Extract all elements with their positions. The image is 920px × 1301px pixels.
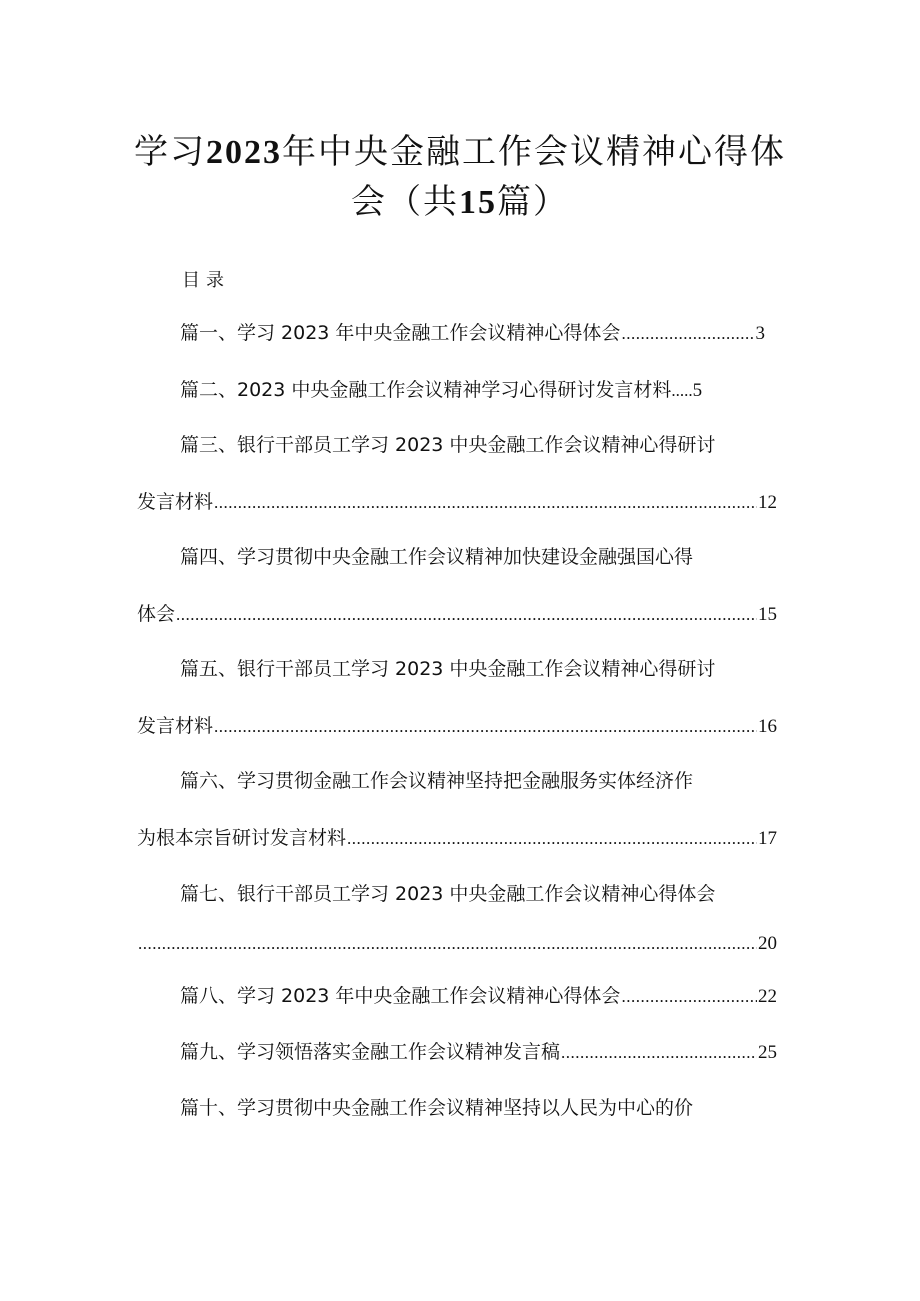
document-title-line-2 bbox=[0, 178, 920, 227]
toc-entry-title: 篇四、学习贯彻中央金融工作会议精神加快建设金融强国心得 bbox=[180, 546, 694, 568]
toc-leader-dots: ..... bbox=[671, 381, 693, 400]
toc-entry-title: 篇三、银行干部员工学习 2023 中央金融工作会议精神心得研讨 bbox=[180, 434, 716, 456]
toc-leader-dots bbox=[561, 1038, 757, 1068]
toc-entry-1[interactable] bbox=[180, 318, 765, 348]
toc-page-number: 15 bbox=[758, 604, 777, 625]
title-text: 会（共 bbox=[351, 182, 459, 222]
toc-page-number: 5 bbox=[692, 380, 703, 401]
toc-leader-dots bbox=[176, 600, 757, 630]
toc-leader-dots bbox=[621, 982, 757, 1012]
toc-leader-dots bbox=[214, 712, 757, 742]
toc-leader-dots bbox=[214, 488, 757, 518]
toc-entry-title: 篇六、学习贯彻金融工作会议精神坚持把金融服务实体经济作 bbox=[180, 770, 694, 792]
title-count: 15 bbox=[459, 184, 497, 221]
toc-entry-title: 篇二、2023 中央金融工作会议精神学习心得研讨发言材料 bbox=[180, 379, 672, 401]
title-text: 篇） bbox=[497, 182, 569, 222]
toc-page-number: 17 bbox=[758, 828, 777, 849]
toc-entry-5-continuation[interactable] bbox=[137, 711, 777, 741]
toc-entry-7-continuation[interactable] bbox=[137, 929, 777, 959]
toc-entry-3[interactable] bbox=[180, 430, 715, 460]
toc-page-number: 16 bbox=[758, 716, 777, 737]
title-year: 2023 bbox=[206, 134, 282, 171]
toc-entry-4-continuation[interactable] bbox=[137, 599, 777, 629]
toc-entry-title-continued: 发言材料 bbox=[137, 715, 214, 737]
toc-entry-6-continuation[interactable] bbox=[137, 823, 777, 853]
toc-entry-2[interactable] bbox=[180, 375, 702, 405]
toc-entry-title: 篇十、学习贯彻中央金融工作会议精神坚持以人民为中心的价 bbox=[180, 1097, 694, 1119]
toc-page-number: 25 bbox=[758, 1042, 777, 1063]
toc-leader-dots bbox=[138, 929, 757, 959]
toc-leader-dots bbox=[347, 824, 757, 854]
toc-entry-title: 篇九、学习领悟落实金融工作会议精神发言稿 bbox=[180, 1041, 561, 1063]
toc-entry-title-continued: 发言材料 bbox=[137, 491, 214, 513]
toc-entry-title-continued: 为根本宗旨研讨发言材料 bbox=[137, 827, 347, 849]
toc-entry-10[interactable] bbox=[180, 1093, 693, 1123]
toc-entry-8[interactable] bbox=[180, 981, 777, 1011]
toc-entry-title: 篇七、银行干部员工学习 2023 中央金融工作会议精神心得体会 bbox=[180, 883, 716, 905]
toc-entry-title-continued: 体会 bbox=[137, 603, 176, 625]
toc-entry-title: 篇五、银行干部员工学习 2023 中央金融工作会议精神心得研讨 bbox=[180, 658, 716, 680]
toc-entry-3-continuation[interactable] bbox=[137, 487, 777, 517]
toc-leader-dots bbox=[621, 319, 754, 349]
toc-page-number: 20 bbox=[758, 933, 777, 954]
toc-entry-title: 篇八、学习 2023 年中央金融工作会议精神心得体会 bbox=[180, 985, 621, 1007]
toc-page-number: 12 bbox=[758, 492, 777, 513]
toc-entry-4[interactable] bbox=[180, 542, 693, 572]
toc-entry-7[interactable] bbox=[180, 879, 715, 909]
toc-heading: 目录 bbox=[182, 270, 230, 291]
toc-entry-6[interactable] bbox=[180, 766, 693, 796]
toc-page-number: 3 bbox=[755, 323, 765, 344]
title-text: 年中央金融工作会议精神心得体 bbox=[282, 132, 786, 172]
toc-entry-title: 篇一、学习 2023 年中央金融工作会议精神心得体会 bbox=[180, 322, 621, 344]
toc-entry-9[interactable] bbox=[180, 1037, 777, 1067]
title-text: 学习 bbox=[134, 132, 206, 172]
toc-page-number: 22 bbox=[758, 986, 777, 1007]
toc-entry-5[interactable] bbox=[180, 654, 715, 684]
document-title-line-1 bbox=[0, 128, 920, 177]
